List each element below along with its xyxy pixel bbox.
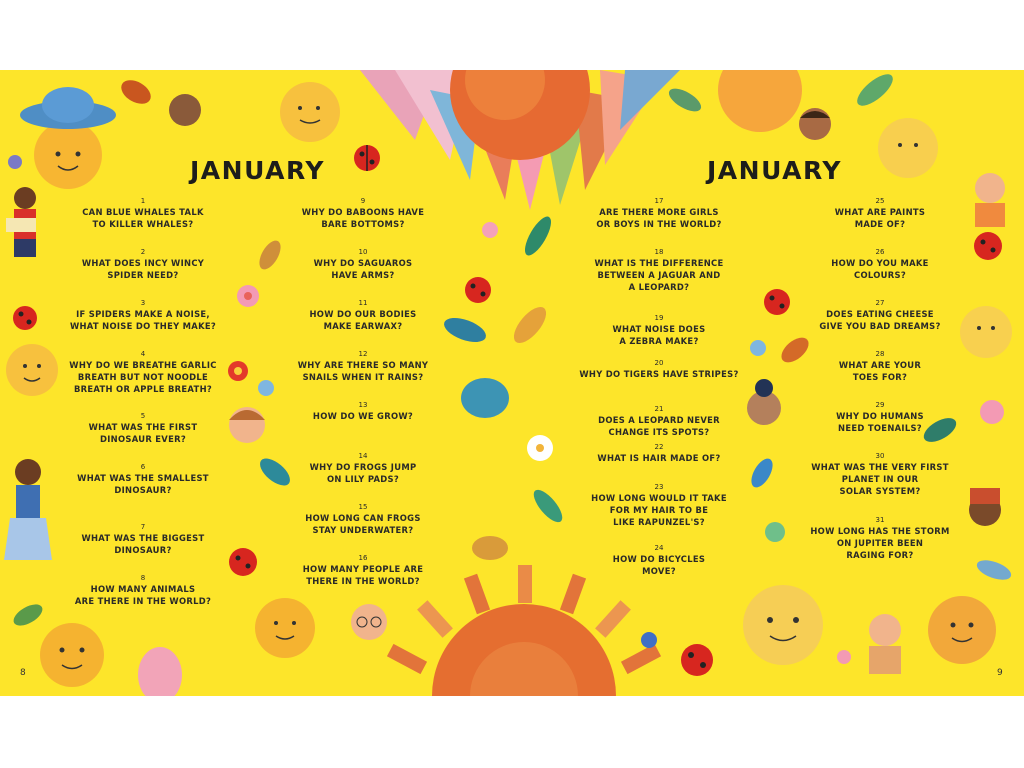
question-text: DOES EATING CHEESE GIVE YOU BAD DREAMS? [819,309,941,331]
question-number: 5 [140,412,146,420]
question-item [263,451,463,502]
question-text: WHY DO WE BREATHE GARLIC BREATH BUT NOT NOODLE BREATH OR APPLE BREATH? [69,360,217,394]
plant-fern [520,213,556,259]
question-text: HOW LONG WOULD IT TAKE FOR MY HAIR TO BE LIKE RAPUNZEL'S? [591,493,727,527]
question-item [43,349,243,411]
question-item [559,482,759,543]
sun-bottom-left [40,623,104,687]
question-text: WHY DO TIGERS HAVE STRIPES? [579,369,739,379]
question-text: WHAT ARE PAINTS MADE OF? [834,207,926,229]
question-text: WHY DO HUMANS NEED TOENAILS? [836,411,924,433]
question-item [559,247,759,313]
question-item [780,515,980,566]
leaf [852,70,897,111]
left-question-column-1 [43,196,243,624]
question-item [43,411,243,462]
question-item [559,442,759,482]
question-number: 20 [654,359,664,367]
question-text: WHY DO BABOONS HAVE BARE BOTTOMS? [301,207,425,229]
plant-pineapple [138,647,182,696]
question-number: 23 [654,483,664,491]
question-item [263,502,463,553]
question-number: 7 [140,523,146,531]
question-item [43,573,243,624]
book-spread [0,70,1024,696]
ladybug [13,306,37,330]
question-item [559,358,759,404]
sun-bottom-right [928,596,996,664]
left-page-title: JANUARY [190,156,325,185]
question-text: WHY DO SAGUAROS HAVE ARMS? [313,258,413,280]
sun-with-face [280,82,340,142]
question-item [263,247,463,298]
question-number: 8 [140,574,146,582]
question-text: IF SPIDERS MAKE A NOISE, WHAT NOISE DO THEY MAKE? [69,309,217,331]
question-number: 30 [875,452,885,460]
leaf [665,84,704,116]
question-number: 12 [358,350,368,358]
flower [980,400,1004,424]
question-text: HOW MANY PEOPLE ARE THERE IN THE WORLD? [302,564,424,586]
question-number: 18 [654,248,664,256]
question-item [43,462,243,522]
question-item [780,451,980,515]
question-text: ARE THERE MORE GIRLS OR BOYS IN THE WORLD? [596,207,722,229]
question-item [780,298,980,349]
question-number: 2 [140,248,146,256]
question-number: 6 [140,463,146,471]
right-page-title: JANUARY [707,156,842,185]
question-item [559,196,759,247]
question-number: 31 [875,516,885,524]
ladybug [465,277,491,303]
question-text: HOW LONG CAN FROGS STAY UNDERWATER? [305,513,421,535]
question-item [43,522,243,573]
child-sitting [869,614,901,674]
question-number: 14 [358,452,368,460]
question-number: 27 [875,299,885,307]
question-text: WHAT IS HAIR MADE OF? [597,453,721,463]
question-number: 11 [358,299,368,307]
question-item [559,404,759,442]
leaf [472,536,508,560]
question-text: WHY ARE THERE SO MANY SNAILS WHEN IT RAINS? [297,360,429,382]
question-text: WHAT ARE YOUR TOES FOR? [838,360,922,382]
question-number: 10 [358,248,368,256]
flower [837,650,851,664]
question-item [43,196,243,247]
question-number: 1 [140,197,146,205]
flower [8,155,22,169]
leaf [10,600,46,630]
question-number: 22 [654,443,664,451]
flower [527,435,553,461]
flower [641,632,657,648]
leaf [974,556,1013,583]
question-number: 28 [875,350,885,358]
question-item [780,349,980,400]
question-text: WHAT NOISE DOES A ZEBRA MAKE? [612,324,706,346]
question-text: HOW LONG HAS THE STORM ON JUPITER BEEN RAGING FOR? [810,526,950,560]
question-text: DOES A LEOPARD NEVER CHANGE ITS SPOTS? [598,415,720,437]
question-text: HOW MANY ANIMALS ARE THERE IN THE WORLD? [74,584,212,606]
question-number: 26 [875,248,885,256]
question-text: HOW DO BICYCLES MOVE? [612,554,706,576]
question-text: WHAT IS THE DIFFERENCE BETWEEN A JAGUAR AND A LEOPARD? [594,258,724,292]
question-number: 3 [140,299,146,307]
top-sun-illustration [360,70,680,210]
question-number: 9 [360,197,366,205]
question-text: WHAT DOES INCY WINCY SPIDER NEED? [81,258,205,280]
right-question-column-1 [559,196,759,594]
flower [482,222,498,238]
right-page-number: 9 [997,668,1003,678]
question-number: 15 [358,503,368,511]
question-text: HOW DO WE GROW? [312,411,414,421]
question-number: 24 [654,544,664,552]
question-text: HOW DO YOU MAKE COLOURS? [831,258,929,280]
question-number: 29 [875,401,885,409]
question-item [780,247,980,298]
question-item [559,543,759,594]
question-text: HOW DO OUR BODIES MAKE EARWAX? [309,309,417,331]
question-item [43,298,243,349]
sun-bottom-right-face [743,585,823,665]
question-item [263,349,463,400]
child-face [351,604,387,640]
child-reading [6,187,36,257]
question-item [263,298,463,349]
right-question-column-2 [780,196,980,566]
question-number: 4 [140,350,146,358]
child-face [799,108,831,140]
question-text: WHAT WAS THE VERY FIRST PLANET IN OUR SOLAR SYSTEM? [811,462,949,496]
sun-right-upper [878,118,938,178]
question-item [43,247,243,298]
leaf [117,75,155,108]
question-item [263,400,463,451]
question-number: 19 [654,314,664,322]
question-item [263,553,463,604]
question-text: WHAT WAS THE SMALLEST DINOSAUR? [77,473,209,495]
sun-hat-face [20,87,116,189]
question-item [263,196,463,247]
sun-bottom-mid-left [255,598,315,658]
child-top-left [169,94,201,126]
question-item [559,313,759,358]
question-item [780,196,980,247]
question-number: 21 [654,405,664,413]
left-question-column-2 [263,196,463,604]
question-text: CAN BLUE WHALES TALK TO KILLER WHALES? [82,207,204,229]
sun-top-right [718,70,802,132]
ladybug [681,644,713,676]
question-item [780,400,980,451]
question-number: 17 [654,197,664,205]
question-text: WHY DO FROGS JUMP ON LILY PADS? [309,462,417,484]
leaf [461,378,509,418]
question-number: 16 [358,554,368,562]
leaf [508,302,552,349]
question-text: WHAT WAS THE FIRST DINOSAUR EVER? [88,422,198,444]
question-number: 13 [358,401,368,409]
left-page-number: 8 [20,668,26,678]
question-text: WHAT WAS THE BIGGEST DINOSAUR? [81,533,205,555]
ladybug [354,145,380,171]
question-number: 25 [875,197,885,205]
